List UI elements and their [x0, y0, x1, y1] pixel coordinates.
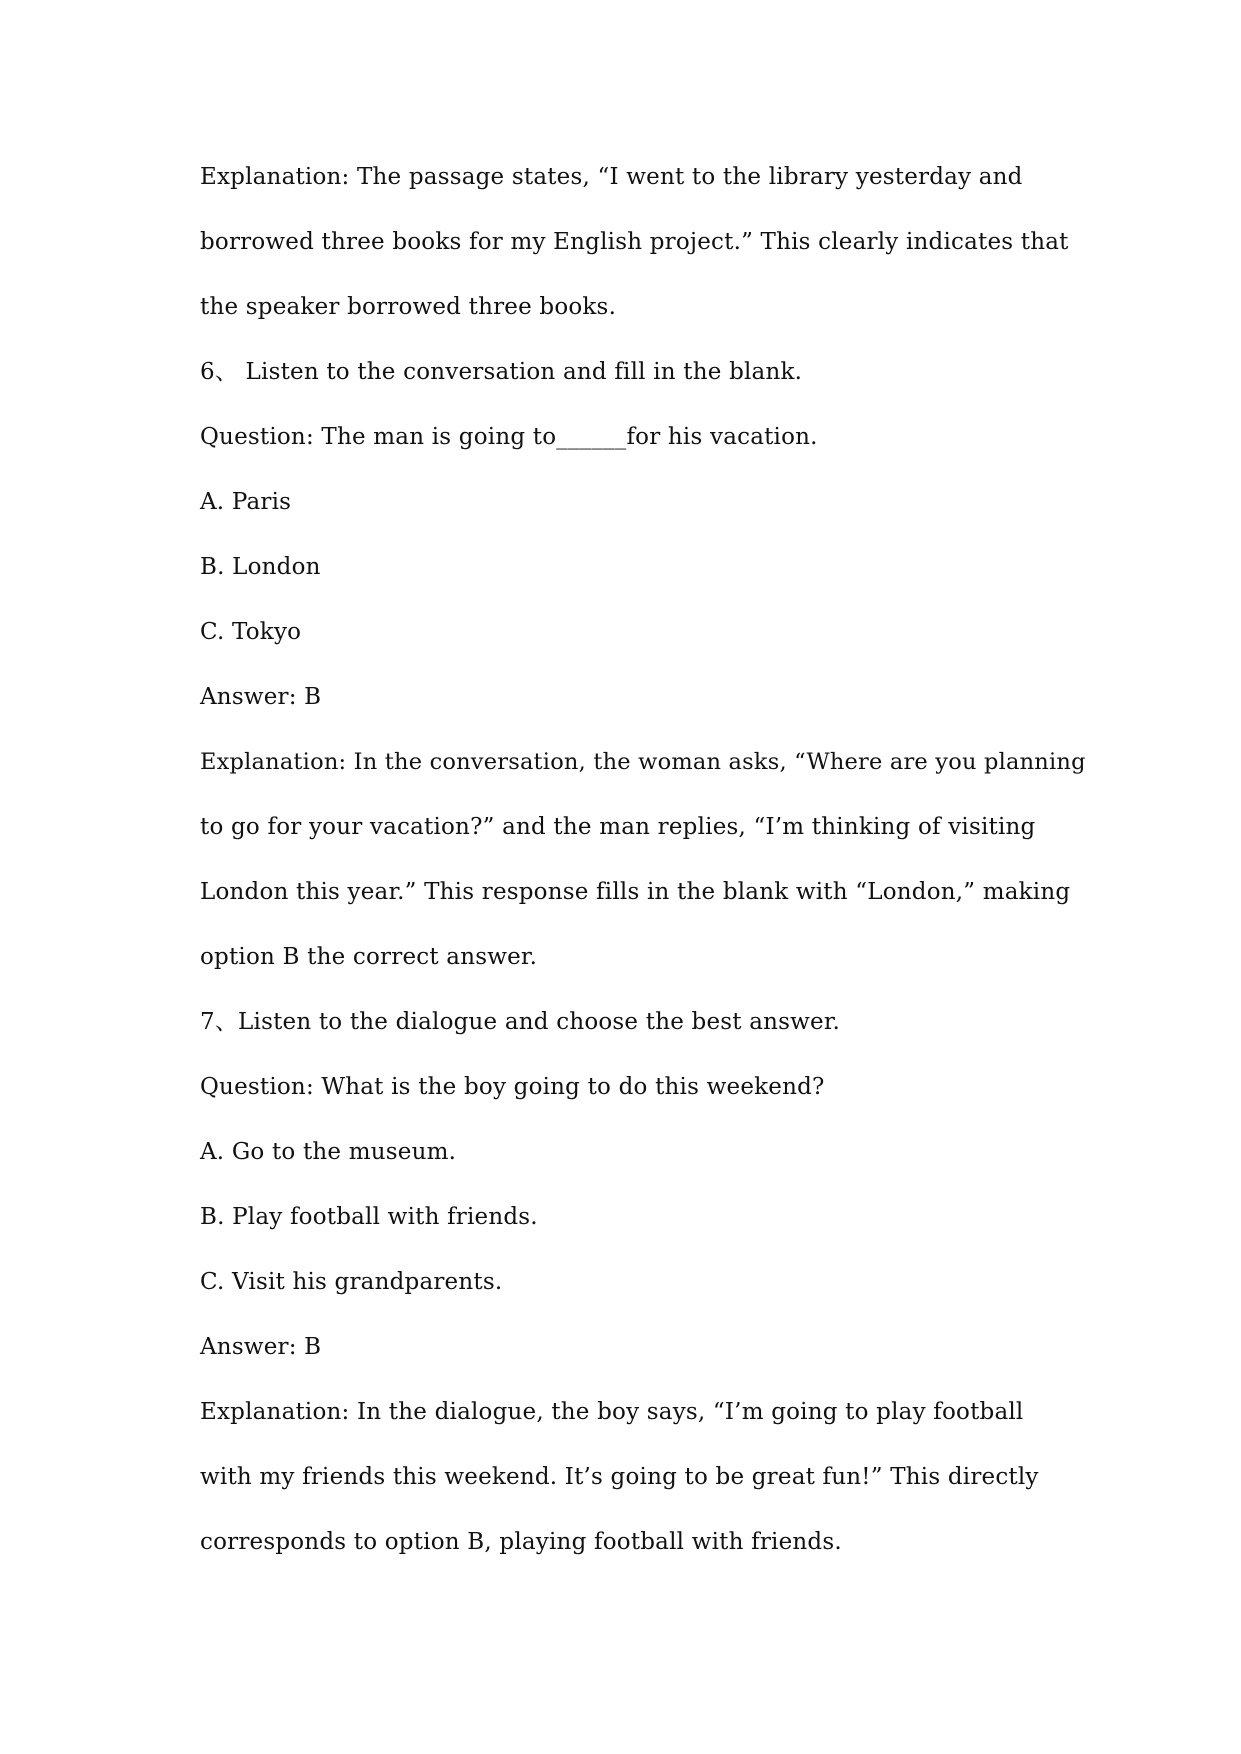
- question-7-answer: Answer: B: [200, 1334, 322, 1360]
- explanation-5-line-2: borrowed three books for my English project.” This clearly indicates that: [200, 229, 1069, 255]
- explanation-6-line-2: to go for your vacation?” and the man replies, “I’m thinking of visiting: [200, 814, 1036, 840]
- explanation-7-line-3: corresponds to option B, playing football with friends.: [200, 1529, 842, 1555]
- explanation-6-line-4: option B the correct answer.: [200, 944, 538, 970]
- question-7-text: Question: What is the boy going to do this weekend?: [200, 1074, 825, 1100]
- explanation-6-line-3: London this year.” This response fills in the blank with “London,” making: [200, 879, 1071, 905]
- question-6-instruction: 6、 Listen to the conversation and fill in the blank.: [200, 359, 803, 385]
- question-7-option-c: C. Visit his grandparents.: [200, 1269, 503, 1295]
- question-7-option-b: B. Play football with friends.: [200, 1204, 538, 1230]
- question-7-instruction: 7、Listen to the dialogue and choose the best answer.: [200, 1009, 841, 1035]
- explanation-5-line-3: the speaker borrowed three books.: [200, 294, 617, 320]
- question-6-option-b: B. London: [200, 554, 321, 580]
- question-6-answer: Answer: B: [200, 684, 322, 710]
- question-6-option-c: C. Tokyo: [200, 619, 302, 645]
- explanation-7-line-2: with my friends this weekend. It’s going to be great fun!” This directly: [200, 1464, 1039, 1490]
- document-page: [200, 145, 1100, 1575]
- question-6-option-a: A. Paris: [200, 489, 292, 515]
- explanation-5-line-1: Explanation: The passage states, “I went to the library yesterday and: [200, 164, 1023, 190]
- question-6-text: Question: The man is going to______for his vacation.: [200, 424, 818, 450]
- question-7-option-a: A. Go to the museum.: [200, 1139, 457, 1165]
- explanation-6-line-1: Explanation: In the conversation, the woman asks, “Where are you planning: [200, 749, 1086, 775]
- explanation-7-line-1: Explanation: In the dialogue, the boy says, “I’m going to play football: [200, 1399, 1024, 1425]
